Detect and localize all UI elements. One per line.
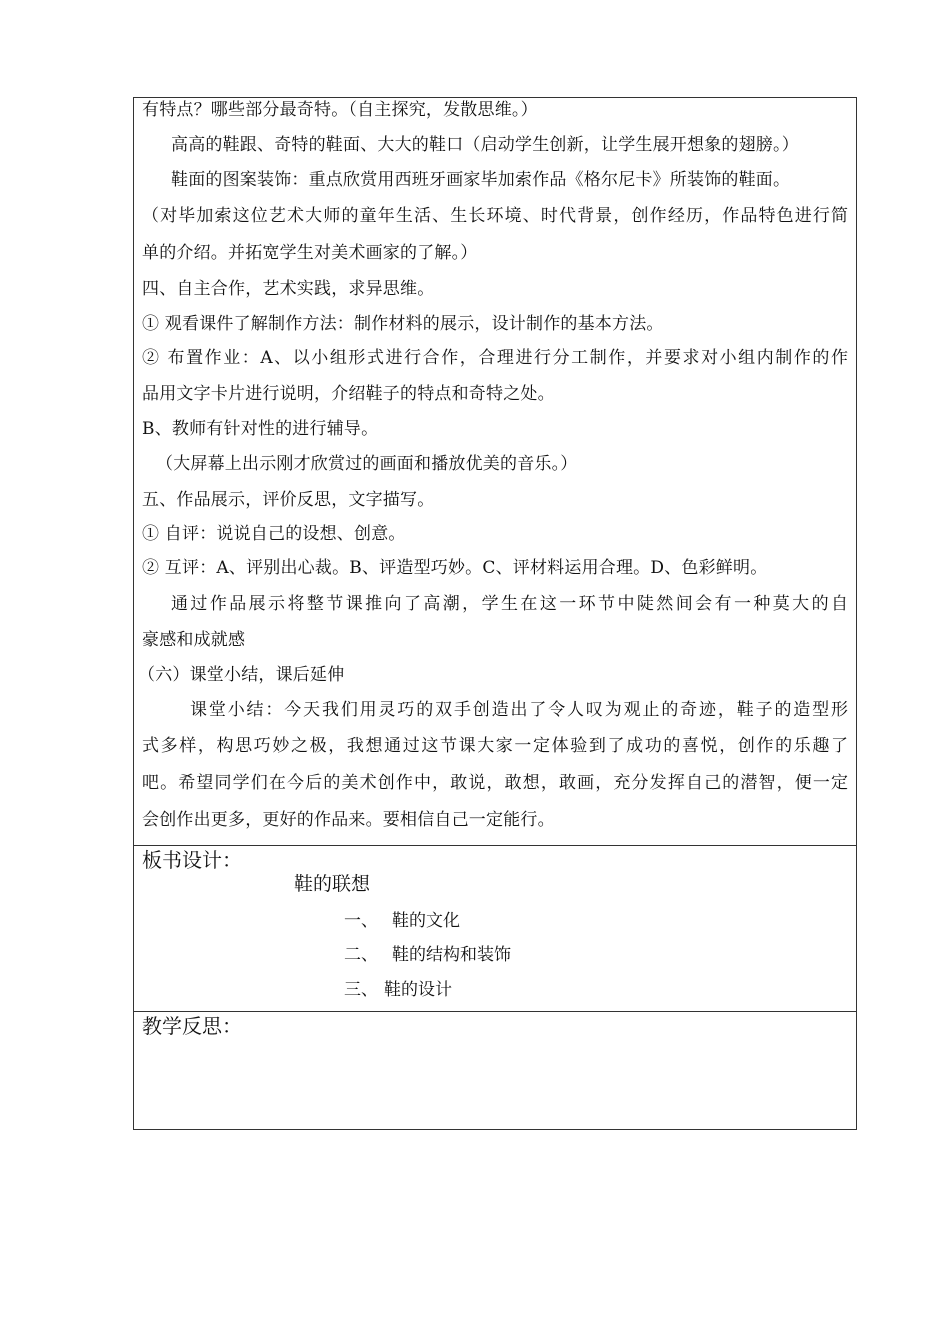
text-line: 品用文字卡片进行说明，介绍鞋子的特点和奇特之处。 xyxy=(142,384,555,404)
teaching-process-cell xyxy=(134,98,856,846)
board-design-cell xyxy=(134,846,856,1012)
text-line: 通过作品展示将整节课推向了高潮，学生在这一环节中陡然间会有一种莫大的自 xyxy=(171,594,848,614)
section-heading: （六）课堂小结，课后延伸 xyxy=(138,665,345,685)
text-line: ② 互评：A、评别出心裁。B、评造型巧妙。C、评材料运用合理。D、色彩鲜明。 xyxy=(142,558,768,578)
text-line: 有特点？哪些部分最奇特。（自主探究，发散思维。） xyxy=(142,100,538,120)
text-line: （对毕加索这位艺术大师的童年生活、生长环境、时代背景，创作经历，作品特色进行简 xyxy=(142,206,848,226)
text-line: B、教师有针对性的进行辅导。 xyxy=(142,419,379,439)
text-line: 会创作出更多，更好的作品来。要相信自己一定能行。 xyxy=(142,810,555,830)
section-heading: 五、作品展示，评价反思，文字描写。 xyxy=(142,490,435,510)
text-line: 吧。希望同学们在今后的美术创作中，敢说，敢想，敢画，充分发挥自己的潜智，便一定 xyxy=(142,773,848,793)
text-line: （大屏幕上出示刚才欣赏过的画面和播放优美的音乐。） xyxy=(156,454,578,474)
text-line: 高高的鞋跟、奇特的鞋面、大大的鞋口（启动学生创新，让学生展开想象的翅膀。） xyxy=(171,135,799,155)
board-item xyxy=(344,980,452,1000)
board-item-number: 一、 xyxy=(344,911,378,931)
board-item-text: 鞋的文化 xyxy=(392,911,460,931)
board-item xyxy=(344,911,460,931)
teaching-reflection-cell xyxy=(134,1012,856,1130)
board-item-number: 三、 xyxy=(344,980,378,1000)
text-line: ① 自评：说说自己的设想、创意。 xyxy=(142,524,406,544)
text-line: 单的介绍。并拓宽学生对美术画家的了解。） xyxy=(142,243,478,263)
text-line: ② 布置作业：A、以小组形式进行合作，合理进行分工制作，并要求对小组内制作的作 xyxy=(142,348,848,368)
text-line: 豪感和成就感 xyxy=(142,630,246,650)
text-line: 式多样，构思巧妙之极，我想通过这节课大家一定体验到了成功的喜悦，创作的乐趣了 xyxy=(142,736,848,756)
text-line: 鞋面的图案装饰：重点欣赏用西班牙画家毕加索作品《格尔尼卡》所装饰的鞋面。 xyxy=(171,170,791,190)
text-line: 课堂小结：今天我们用灵巧的双手创造出了令人叹为观止的奇迹，鞋子的造型形 xyxy=(190,700,848,720)
text-line: ① 观看课件了解制作方法：制作材料的展示，设计制作的基本方法。 xyxy=(142,314,664,334)
board-item xyxy=(344,945,511,965)
board-title: 鞋的联想 xyxy=(294,873,371,895)
board-item-text: 鞋的设计 xyxy=(384,980,452,1000)
board-item-text: 鞋的结构和装饰 xyxy=(392,945,511,965)
lesson-plan-table xyxy=(133,97,857,1130)
board-design-heading: 板书设计： xyxy=(142,848,242,872)
teaching-reflection-heading: 教学反思： xyxy=(142,1014,242,1038)
board-item-number: 二、 xyxy=(344,945,378,965)
section-heading: 四、自主合作，艺术实践，求异思维。 xyxy=(142,279,435,299)
